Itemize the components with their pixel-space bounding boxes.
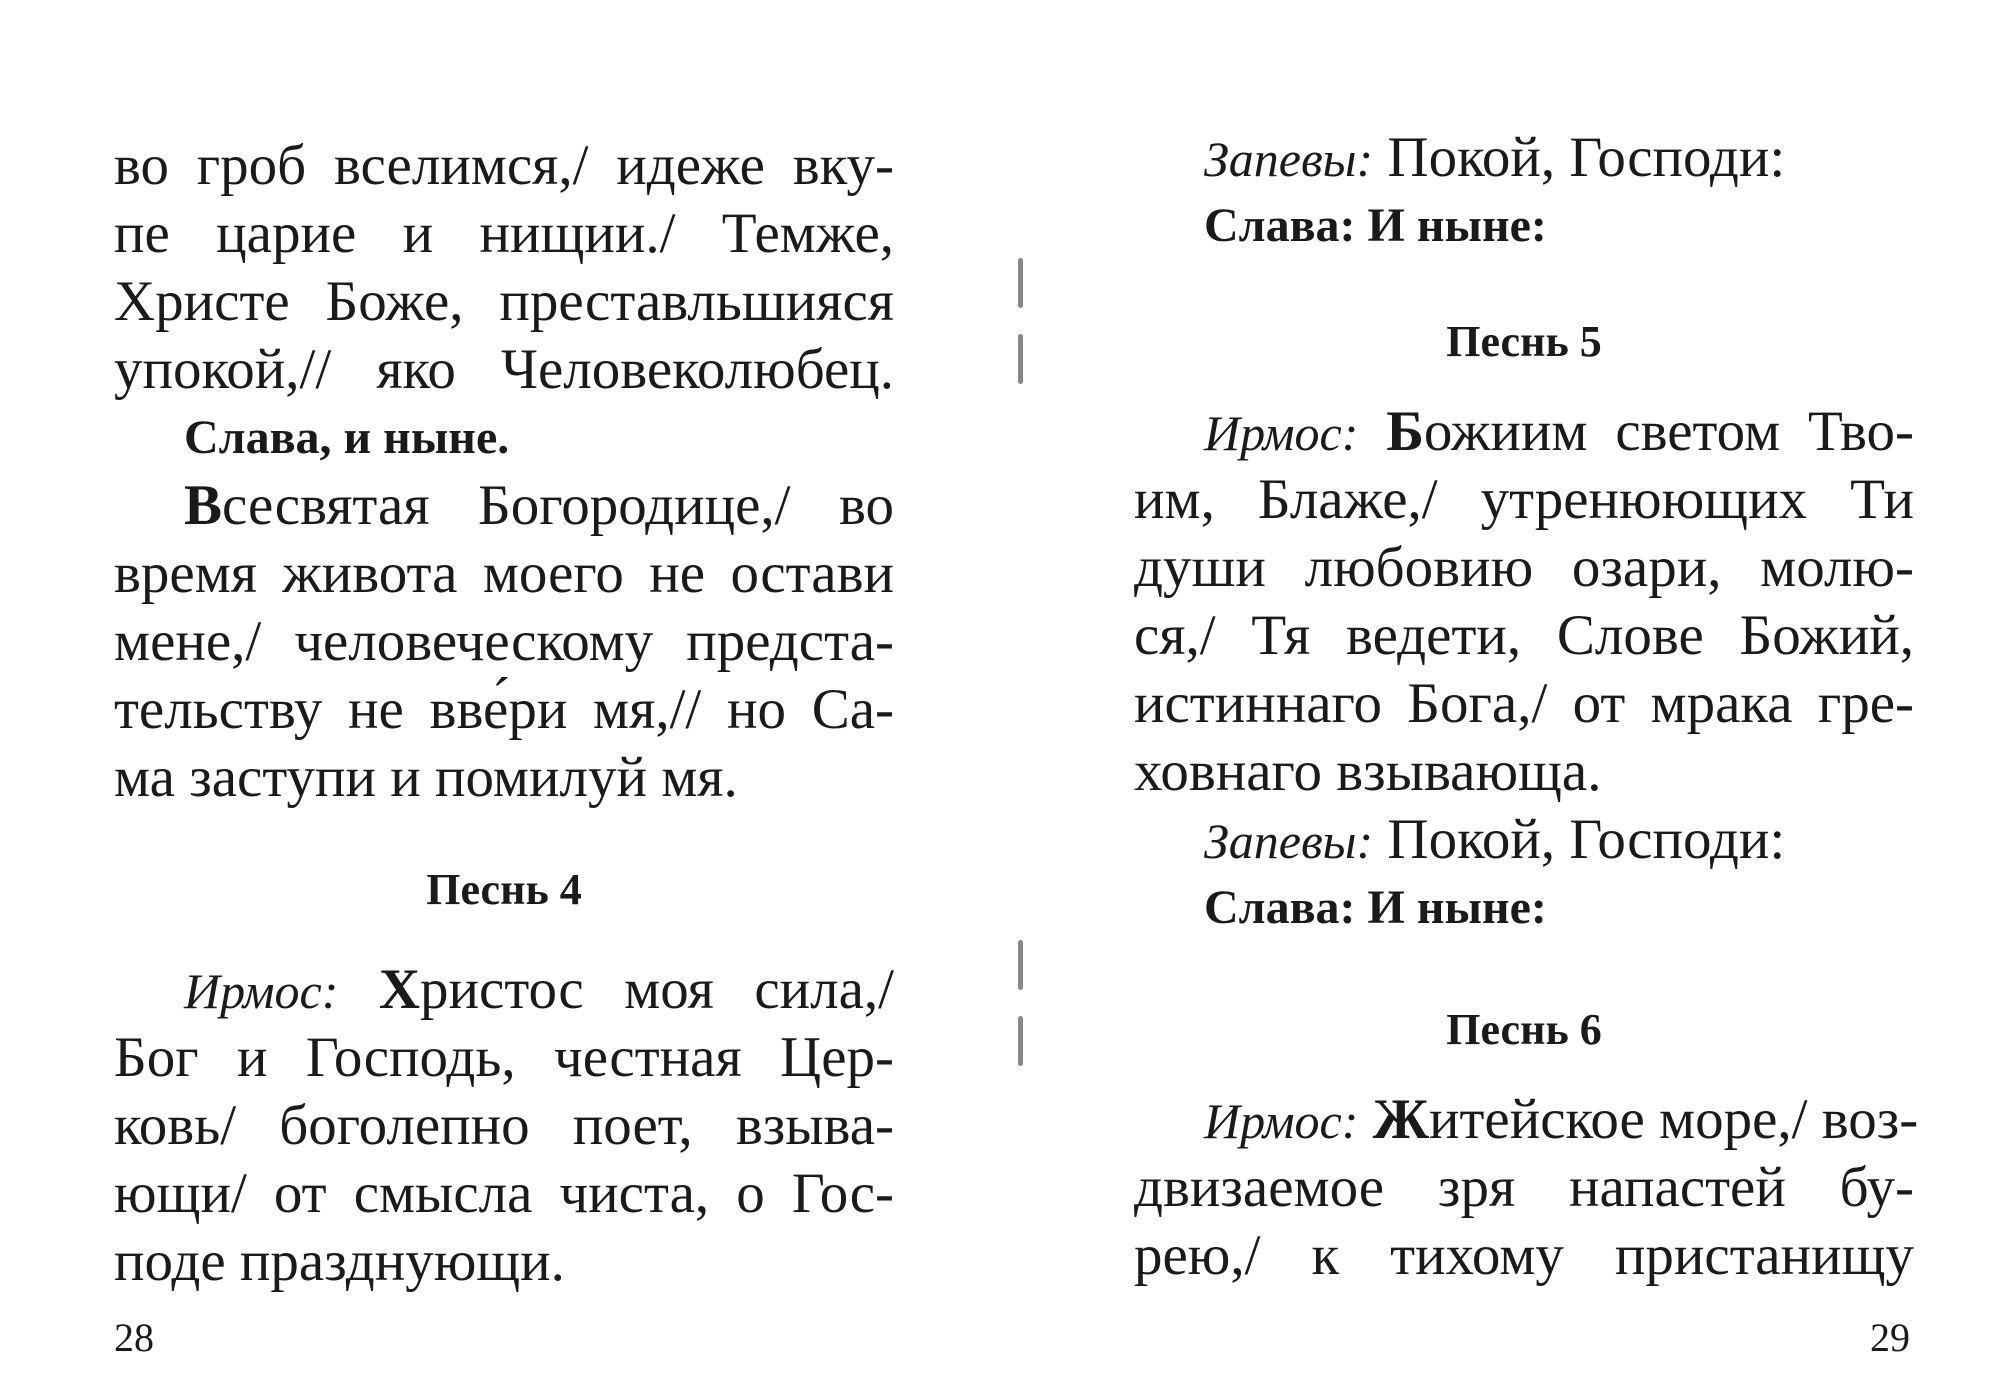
text-line: им, Блаже,/ утренюющих Ти: [1134, 468, 1914, 531]
text-line: тельству не вве́ри мя,// но Са-: [114, 678, 894, 741]
text-line: пе царие и нищии./ Темже,: [114, 202, 894, 265]
text-line: время живота моего не остави: [114, 542, 894, 605]
right-page-top: [1134, 124, 1914, 260]
bogorodichen-first-line: [114, 472, 894, 540]
text-fragment: итейское море,/ воз-: [1429, 1088, 1919, 1151]
zapevy-line: [1134, 124, 1914, 192]
irmos-first-line: [114, 956, 894, 1024]
text-line: Бог и Господь, честная Цер-: [114, 1026, 894, 1089]
irmos-label: Ирмос:: [184, 963, 339, 1019]
slava-label: Слава: И ныне:: [1204, 881, 1547, 934]
text-line: ховнаго взывающа.: [1134, 740, 1602, 803]
zapevy-text: Покой, Господи:: [1387, 126, 1786, 189]
drop-letter: Х: [378, 958, 421, 1021]
text-line: ся,/ Тя ведети, Слове Божий,: [1134, 604, 1914, 667]
canticle-heading: Песнь 5: [1446, 317, 1602, 366]
text-fragment: ожиим светом Тво-: [1423, 400, 1914, 463]
drop-letter: Б: [1386, 400, 1424, 463]
irmos-first-line: [1134, 1086, 1919, 1154]
text-line: ма заступи и помилуй мя.: [114, 746, 738, 809]
text-line: двизаемое зря напастей бу-: [1134, 1156, 1914, 1219]
text-line: поде празднующи.: [114, 1230, 565, 1293]
canticle-heading: Песнь 6: [1446, 1005, 1602, 1054]
text-line: ковь/ боголепно поет, взыва-: [114, 1094, 894, 1157]
zapevy-label: Запевы:: [1204, 131, 1374, 187]
text-line: упокой,// яко Человеколюбец.: [114, 338, 894, 401]
zapevy-text: Покой, Господи:: [1387, 808, 1786, 871]
text-fragment: ристос моя сила,/: [420, 958, 894, 1021]
text-line: во гроб вселимся,/ идеже вку-: [114, 134, 894, 197]
irmos-label: Ирмос:: [1204, 1093, 1359, 1149]
slava-label: Слава: И ныне:: [1204, 199, 1547, 252]
page-number: 29: [1870, 1315, 1910, 1360]
text-line: души любовию озари, молю-: [1134, 536, 1914, 599]
text-line: мене,/ человеческому предста-: [114, 610, 894, 673]
left-page-body: [114, 132, 894, 812]
page-number: 28: [114, 1315, 154, 1360]
irmos-block: [114, 956, 894, 1296]
text-line: истиннаго Бога,/ от мрака гре-: [1134, 672, 1914, 735]
irmos-first-line: [1134, 398, 1914, 466]
zapevy-line: [1134, 806, 1914, 874]
zapevy-label: Запевы:: [1204, 813, 1374, 869]
text-line: ющи/ от смысла чиста, о Гос-: [114, 1162, 894, 1225]
text-fragment: сесвятая Богородице,/ во: [222, 474, 894, 537]
irmos-block: [1134, 1086, 1919, 1290]
canticle-heading: Песнь 4: [426, 865, 582, 914]
slava-label: Слава, и ныне.: [184, 411, 510, 464]
irmos-block: [1134, 398, 1914, 942]
text-line: рею,/ к тихому пристанищу: [1134, 1224, 1914, 1287]
drop-letter: Ж: [1372, 1088, 1429, 1151]
drop-letter: В: [184, 474, 223, 537]
irmos-label: Ирмос:: [1204, 405, 1359, 461]
text-line: Христе Боже, преставльшияся: [114, 270, 894, 333]
